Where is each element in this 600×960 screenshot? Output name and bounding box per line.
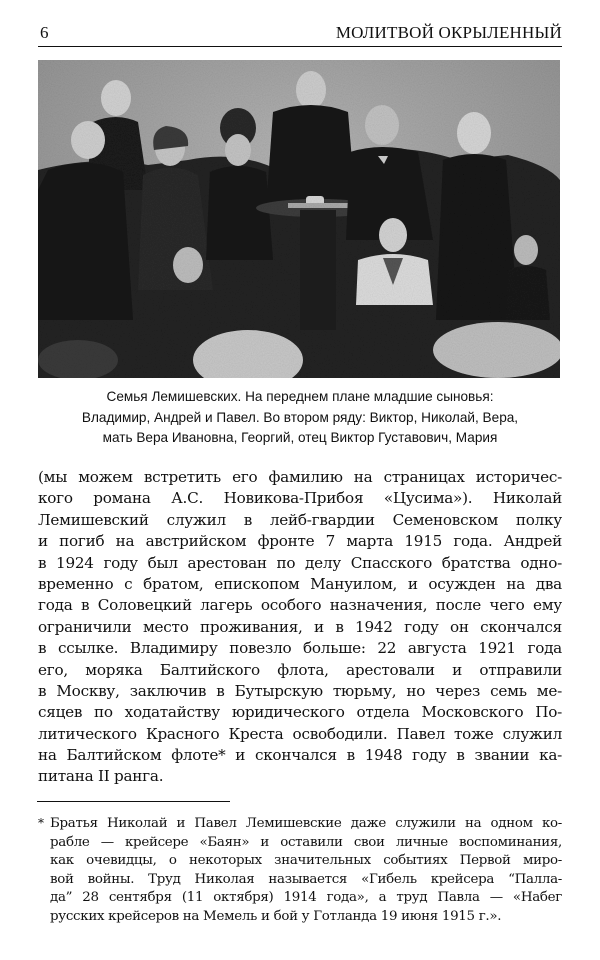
body-line: сяцев по ходатайству юридического отдела Московского По- <box>38 703 562 722</box>
body-line: питана II ранга. <box>38 767 164 786</box>
body-line: кого романа А.С. Новикова-Прибоя «Цусима»). Николай <box>38 489 562 508</box>
caption-line: Семья Лемишевских. На переднем плане младшие сыновья: <box>106 389 494 404</box>
body-line: в Москву, заключив в Бутырскую тюрьму, но через семь ме- <box>38 681 562 700</box>
caption-line: мать Вера Ивановна, Георгий, отец Виктор Густавович, Мария <box>102 430 498 445</box>
body-line: года в Соловецкий лагерь особого назначения, после чего ему <box>38 596 562 615</box>
body-line: в 1924 году был арестован по делу Спасского братства одно- <box>38 553 562 572</box>
running-header <box>38 20 562 47</box>
footnote-line: русских крейсеров на Мемель и бой у Готланда 19 июня 1915 г.». <box>50 908 502 924</box>
caption-line: Владимир, Андрей и Павел. Во втором ряду: Виктор, Николай, Вера, <box>81 409 519 425</box>
footnote <box>38 815 562 927</box>
body-line: на Балтийском флоте* и скончался в 1948 году в звании ка- <box>38 746 562 765</box>
footnote-line: вой войны. Труд Николая называется «Гибель крейсера “Палла- <box>50 871 562 887</box>
body-line: временно с братом, епископом Мануилом, и осужден на два <box>38 574 562 593</box>
footnote-line: рабле — крейсере «Баян» и оставили свои личные воспоминания, <box>50 834 562 850</box>
body-line: (мы можем встретить его фамилию на страницах историчес- <box>38 468 562 486</box>
running-title: МОЛИТВОЙ ОКРЫЛЕННЫЙ <box>335 23 562 42</box>
footnote-line: да” 28 сентября (11 октября) 1914 года», а труд Павла — «Набег <box>50 890 562 906</box>
body-line: и погиб на австрийском фронте 7 марта 1915 года. Андрей <box>38 532 562 551</box>
footnote-divider <box>37 801 230 802</box>
body-line: его, моряка Балтийского флота, арестовали и отправили <box>38 660 562 679</box>
footnote-line: как очевидцы, о некоторых значительных событиях Первой миро- <box>50 853 562 869</box>
photo-caption <box>20 387 580 449</box>
body-line: Лемишевский служил в лейб-гвардии Семеновском полку <box>38 510 562 529</box>
family-photo-image <box>38 60 560 378</box>
body-paragraph <box>38 467 562 788</box>
footnote-marker: * <box>38 816 44 830</box>
body-line: литического Красного Креста освободили. Павел тоже служил <box>38 724 562 743</box>
body-line: в ссылке. Владимиру повезло больше: 22 августа 1921 года <box>38 639 562 658</box>
page-number: 6 <box>40 23 49 42</box>
family-photo <box>38 60 560 378</box>
body-line: ограничили место проживания, и в 1942 году он скончался <box>38 617 562 636</box>
footnote-line: Братья Николай и Павел Лемишевские даже служили на одном ко- <box>50 816 562 831</box>
